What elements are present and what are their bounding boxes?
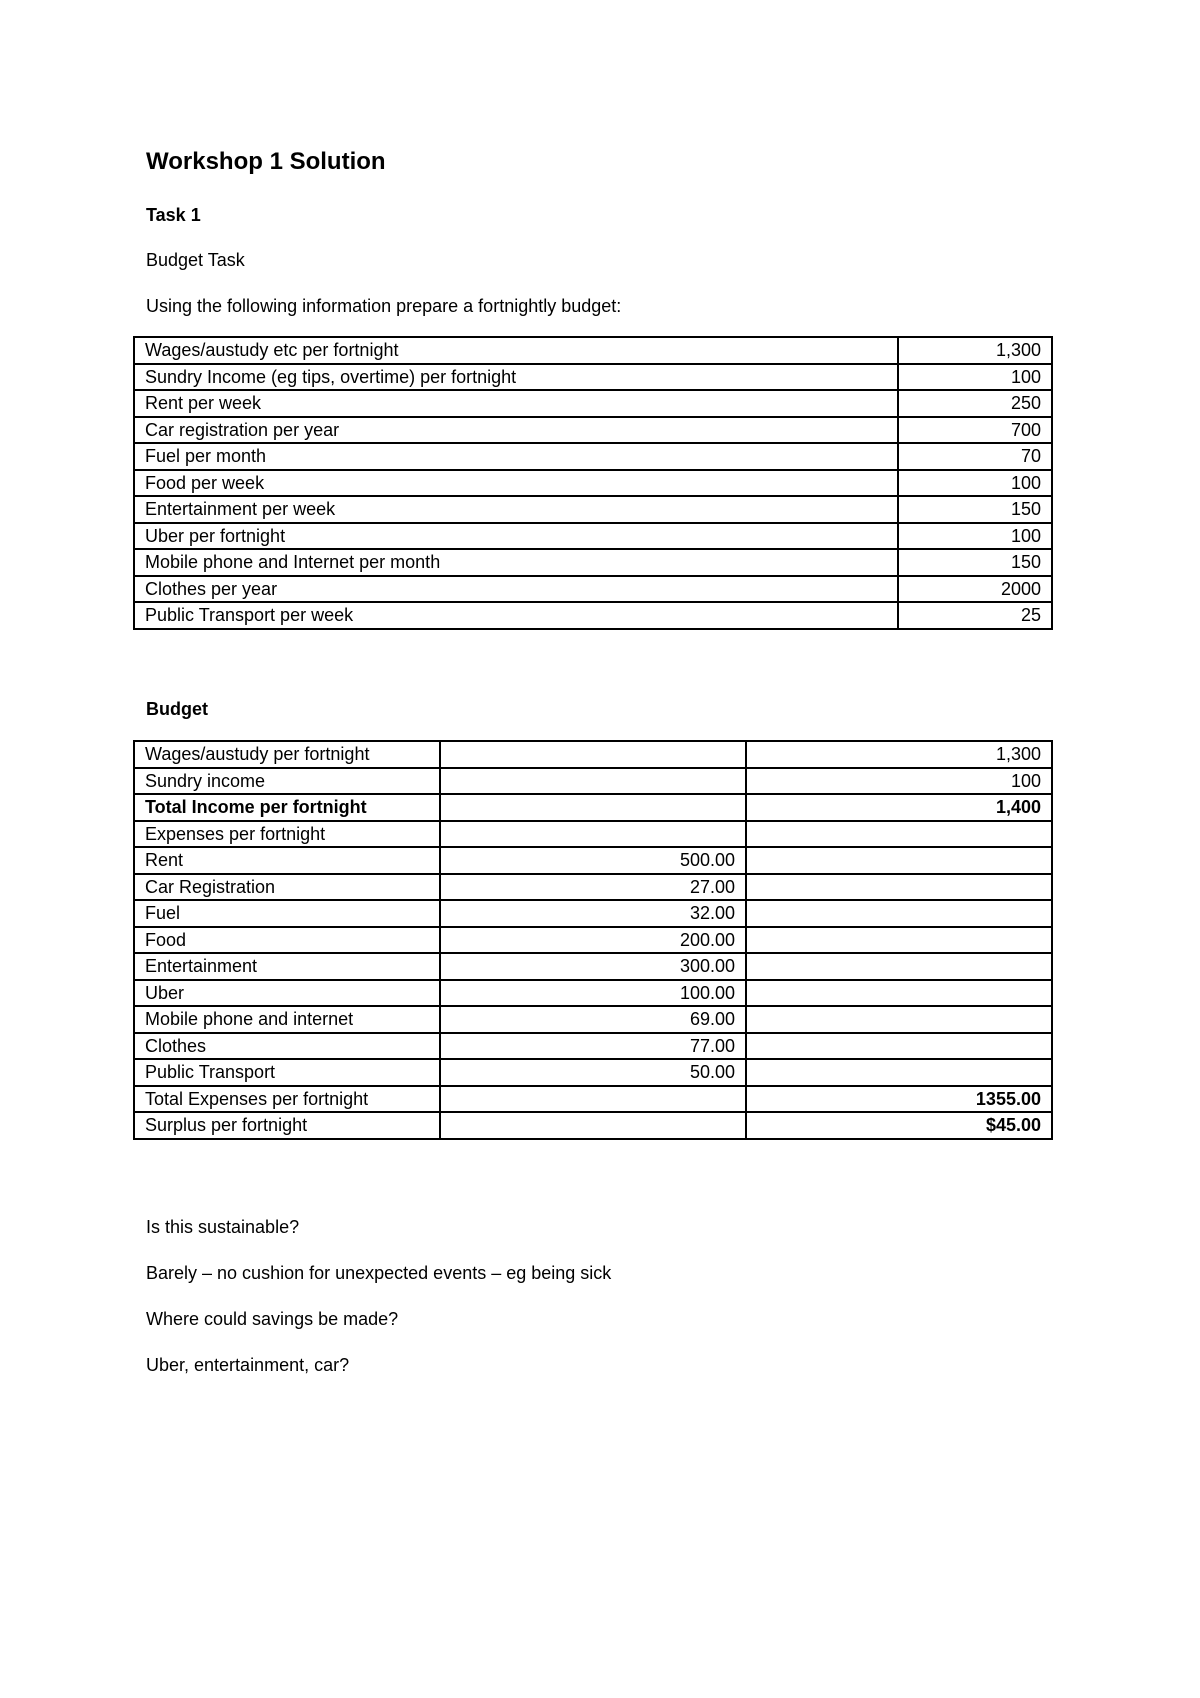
budget-total-amount [746, 1059, 1052, 1086]
budget-heading: Budget [146, 699, 208, 719]
budget-expense-amount [440, 1086, 746, 1113]
info-item-label: Wages/austudy etc per fortnight [134, 337, 898, 364]
info-table-row [134, 576, 1052, 603]
info-item-label: Sundry Income (eg tips, overtime) per fortnight [134, 364, 898, 391]
info-item-label: Uber per fortnight [134, 523, 898, 550]
budget-expense-amount [440, 794, 746, 821]
budget-item-label: Food [134, 927, 440, 954]
budget-expense-amount: 27.00 [440, 874, 746, 901]
budget-total-amount [746, 847, 1052, 874]
info-table [133, 336, 1053, 630]
task-heading: Task 1 [146, 205, 201, 225]
budget-item-label: Surplus per fortnight [134, 1112, 440, 1139]
budget-total-amount [746, 821, 1052, 848]
budget-item-label: Total Expenses per fortnight [134, 1086, 440, 1113]
question-sustainable: Is this sustainable? [146, 1217, 300, 1237]
info-item-value: 100 [898, 523, 1052, 550]
budget-expense-amount: 50.00 [440, 1059, 746, 1086]
info-table-row [134, 337, 1052, 364]
budget-total-amount: $45.00 [746, 1112, 1052, 1139]
info-item-label: Fuel per month [134, 443, 898, 470]
budget-expense-amount: 77.00 [440, 1033, 746, 1060]
budget-total-amount: 100 [746, 768, 1052, 795]
budget-expense-amount [440, 821, 746, 848]
budget-item-label: Sundry income [134, 768, 440, 795]
budget-table-row [134, 1033, 1052, 1060]
info-item-value: 100 [898, 470, 1052, 497]
budget-total-amount [746, 1006, 1052, 1033]
budget-total-amount [746, 980, 1052, 1007]
budget-table-row [134, 953, 1052, 980]
budget-table-row [134, 1006, 1052, 1033]
info-item-value: 1,300 [898, 337, 1052, 364]
budget-expense-amount [440, 768, 746, 795]
budget-table-row [134, 900, 1052, 927]
budget-expense-amount: 69.00 [440, 1006, 746, 1033]
info-item-label: Public Transport per week [134, 602, 898, 629]
budget-item-label: Mobile phone and internet [134, 1006, 440, 1033]
budget-item-label: Public Transport [134, 1059, 440, 1086]
info-item-value: 150 [898, 496, 1052, 523]
budget-item-label: Total Income per fortnight [134, 794, 440, 821]
answer-sustainable: Barely – no cushion for unexpected events – eg being sick [146, 1263, 612, 1283]
info-table-row [134, 443, 1052, 470]
budget-table-row [134, 927, 1052, 954]
info-table-row [134, 549, 1052, 576]
budget-table-row [134, 847, 1052, 874]
info-table-row [134, 523, 1052, 550]
info-item-value: 2000 [898, 576, 1052, 603]
info-item-label: Car registration per year [134, 417, 898, 444]
document-title: Workshop 1 Solution [146, 148, 386, 175]
info-table-row [134, 417, 1052, 444]
info-item-value: 25 [898, 602, 1052, 629]
budget-table-row [134, 874, 1052, 901]
info-item-label: Mobile phone and Internet per month [134, 549, 898, 576]
budget-expense-amount: 300.00 [440, 953, 746, 980]
budget-item-label: Rent [134, 847, 440, 874]
task-name: Budget Task [146, 250, 245, 270]
budget-table [133, 740, 1053, 1140]
budget-expense-amount [440, 1112, 746, 1139]
budget-expense-amount: 100.00 [440, 980, 746, 1007]
info-table-row [134, 390, 1052, 417]
question-savings: Where could savings be made? [146, 1309, 399, 1329]
budget-item-label: Fuel [134, 900, 440, 927]
instruction-text: Using the following information prepare a fortnightly budget: [146, 296, 622, 316]
info-item-label: Clothes per year [134, 576, 898, 603]
budget-table-row [134, 821, 1052, 848]
info-item-label: Rent per week [134, 390, 898, 417]
budget-expense-amount [440, 741, 746, 768]
budget-total-amount [746, 953, 1052, 980]
budget-item-label: Expenses per fortnight [134, 821, 440, 848]
info-table-row [134, 470, 1052, 497]
budget-expense-amount: 32.00 [440, 900, 746, 927]
budget-table-row [134, 768, 1052, 795]
budget-total-amount [746, 900, 1052, 927]
budget-total-amount [746, 1033, 1052, 1060]
budget-table-row [134, 1112, 1052, 1139]
info-item-value: 700 [898, 417, 1052, 444]
budget-total-amount: 1355.00 [746, 1086, 1052, 1113]
budget-item-label: Entertainment [134, 953, 440, 980]
info-table-row [134, 602, 1052, 629]
budget-table-row [134, 1059, 1052, 1086]
budget-table-row [134, 741, 1052, 768]
info-item-value: 250 [898, 390, 1052, 417]
budget-table-row [134, 794, 1052, 821]
budget-item-label: Wages/austudy per fortnight [134, 741, 440, 768]
budget-total-amount: 1,400 [746, 794, 1052, 821]
info-item-label: Entertainment per week [134, 496, 898, 523]
budget-item-label: Car Registration [134, 874, 440, 901]
budget-total-amount [746, 927, 1052, 954]
info-table-row [134, 364, 1052, 391]
info-item-value: 150 [898, 549, 1052, 576]
budget-table-row [134, 980, 1052, 1007]
budget-total-amount [746, 874, 1052, 901]
info-table-row [134, 496, 1052, 523]
budget-total-amount: 1,300 [746, 741, 1052, 768]
info-item-label: Food per week [134, 470, 898, 497]
budget-expense-amount: 200.00 [440, 927, 746, 954]
budget-table-row [134, 1086, 1052, 1113]
budget-expense-amount: 500.00 [440, 847, 746, 874]
info-item-value: 100 [898, 364, 1052, 391]
info-item-value: 70 [898, 443, 1052, 470]
answer-savings: Uber, entertainment, car? [146, 1355, 350, 1375]
budget-item-label: Uber [134, 980, 440, 1007]
budget-item-label: Clothes [134, 1033, 440, 1060]
